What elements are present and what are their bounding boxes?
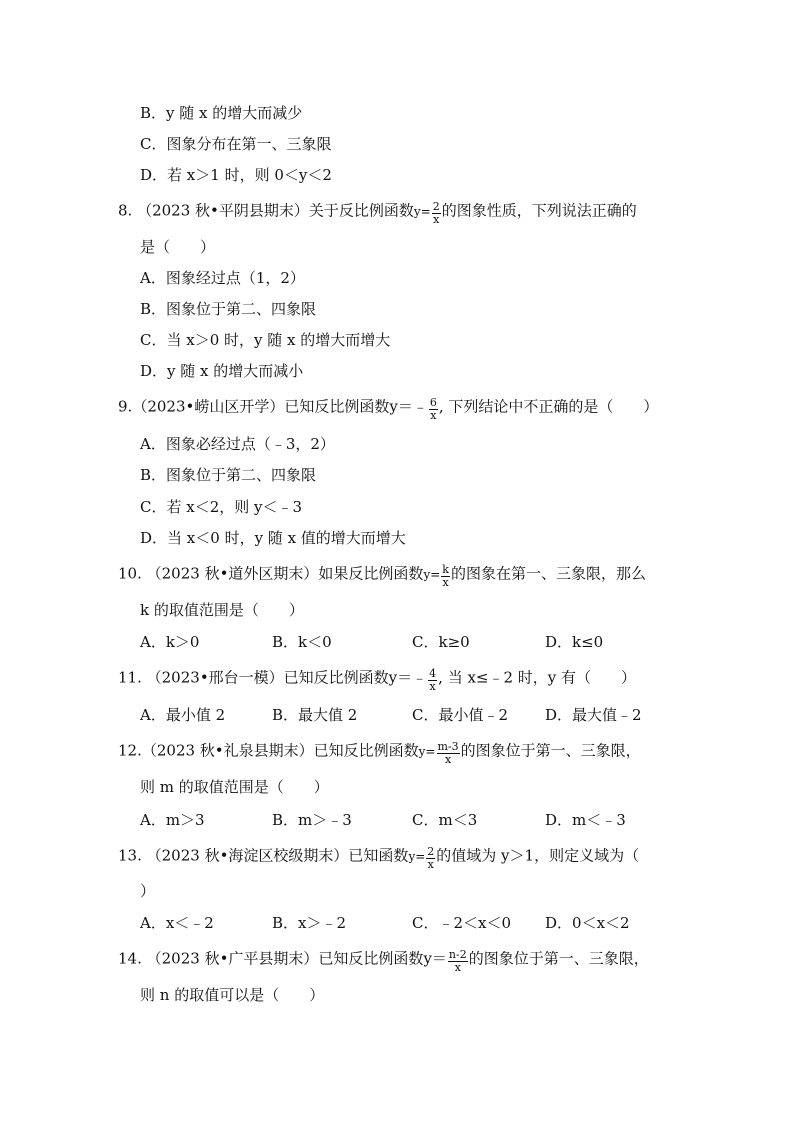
q11-stem <box>118 666 636 691</box>
q9-option-d: D．当 x＜0 时，y 随 x 值的增大而增大 <box>140 529 406 547</box>
q13-fn-lhs: y= <box>408 849 426 864</box>
q10-option-d: D．k≤0 <box>545 633 604 651</box>
q10-source: （2023 秋•道外区期末）如果反比例函数 <box>146 564 424 583</box>
q10-text-after: 的图象在第一、三象限，那么 <box>450 564 646 583</box>
q14-text-after: 的图象位于第一、三象限， <box>468 949 649 968</box>
q9-fn-lhs: y＝﹣ <box>389 397 428 416</box>
q8-option-c: C．当 x＞0 时，y 随 x 的增大而增大 <box>140 331 391 349</box>
q14-fraction: $\frac{n-2}{x}$ <box>448 948 467 974</box>
q13-stem <box>118 844 639 869</box>
q11-option-a: A．最小值 2 <box>140 706 226 724</box>
q14-source: （2023 秋•广平县期末）已知反比例函数 <box>146 949 424 968</box>
q9-option-b: B．图象位于第二、四象限 <box>140 466 317 484</box>
q14-fn-lhs: y＝ <box>423 949 447 968</box>
q8-text-after: 的图象性质，下列说法正确的 <box>441 201 637 220</box>
q12-option-a: A．m＞3 <box>140 811 205 829</box>
q8-fraction: $\frac{2}{x}$ <box>432 200 440 226</box>
q12-option-c: C．m＜3 <box>412 811 478 829</box>
q10-fn-lhs: y= <box>423 567 441 582</box>
q11-number: 11. <box>118 668 142 687</box>
q8-fn-lhs: y= <box>413 204 431 219</box>
q10-number: 10. <box>118 564 142 583</box>
q9-text-after: , 下列结论中不正确的是（ ） <box>438 397 659 416</box>
q10-option-b: B．k＜0 <box>272 633 332 651</box>
q13-option-d: D．0＜x＜2 <box>545 914 630 932</box>
q10-option-a: A．k＞0 <box>140 633 200 651</box>
q9-source: （2023•崂山区开学）已知反比例函数 <box>132 397 390 416</box>
q10-option-c: C．k≥0 <box>412 633 470 651</box>
q11-option-d: D．最大值﹣2 <box>545 706 642 724</box>
q14-number: 14. <box>118 949 142 968</box>
q7-option-d: D．若 x＞1 时，则 0＜y＜2 <box>140 166 332 184</box>
q12-option-d: D．m＜﹣3 <box>545 811 626 829</box>
q9-option-c: C．若 x＜2，则 y＜﹣3 <box>140 498 303 516</box>
q13-line2: ） <box>140 882 156 900</box>
q7-option-c: C．图象分布在第一、三象限 <box>140 135 332 153</box>
q9-stem <box>118 395 658 420</box>
q12-fraction: $\frac{m-3}{x}$ <box>437 740 459 766</box>
q10-stem <box>118 562 646 587</box>
q14-line2: 则 n 的取值可以是（ ） <box>140 986 325 1004</box>
q13-fraction: $\frac{2}{x}$ <box>427 845 435 871</box>
q12-text-after: 的图象位于第一、三象限， <box>460 741 641 760</box>
q14-stem <box>118 947 649 972</box>
q9-number: 9. <box>118 397 133 416</box>
q10-options <box>140 632 660 652</box>
q10-fraction: $\frac{k}{x}$ <box>442 563 449 589</box>
q11-fraction: $\frac{4}{x}$ <box>429 667 437 693</box>
q8-option-d: D．y 随 x 的增大而减小 <box>140 362 304 380</box>
q12-number: 12. <box>118 741 142 760</box>
q11-text-after: , 当 x≤﹣2 时，y 有（ ） <box>438 668 637 687</box>
q8-option-a: A．图象经过点（1，2） <box>140 269 305 287</box>
q9-fraction: $\frac{6}{x}$ <box>429 396 437 422</box>
q13-source: （2023 秋•海淀区校级期末）已知函数 <box>146 846 409 865</box>
q13-option-c: C．﹣2＜x＜0 <box>412 914 512 932</box>
q8-number: 8. <box>118 201 133 220</box>
q8-stem <box>118 199 637 224</box>
q13-option-b: B．x＞﹣2 <box>272 914 347 932</box>
q13-option-a: A．x＜﹣2 <box>140 914 214 932</box>
q9-option-a: A．图象必经过点（﹣3，2） <box>140 435 335 453</box>
q13-options <box>140 913 660 933</box>
q12-stem <box>118 739 641 764</box>
q11-fn-lhs: y＝﹣ <box>388 668 428 687</box>
q11-option-c: C．最小值﹣2 <box>412 706 509 724</box>
q7-option-b: B．y 随 x 的增大而减少 <box>140 104 303 122</box>
q8-line2: 是（ ） <box>140 238 216 256</box>
q13-number: 13. <box>118 846 142 865</box>
q8-option-b: B．图象位于第二、四象限 <box>140 300 317 318</box>
q11-option-b: B．最大值 2 <box>272 706 358 724</box>
q12-options <box>140 810 660 830</box>
q12-source: （2023 秋•礼泉县期末）已知反比例函数 <box>141 741 419 760</box>
q12-fn-lhs: y= <box>418 744 436 759</box>
q12-line2: 则 m 的取值范围是（ ） <box>140 778 329 796</box>
q13-text-after: 的值域为 y＞1，则定义域为（ <box>436 846 640 865</box>
q12-option-b: B．m＞﹣3 <box>272 811 352 829</box>
q8-source: （2023 秋•平阴县期末）关于反比例函数 <box>137 201 414 220</box>
q10-line2: k 的取值范围是（ ） <box>140 601 304 619</box>
q11-options <box>140 705 660 725</box>
q11-source: （2023•邢台一模）已知反比例函数 <box>146 668 389 687</box>
